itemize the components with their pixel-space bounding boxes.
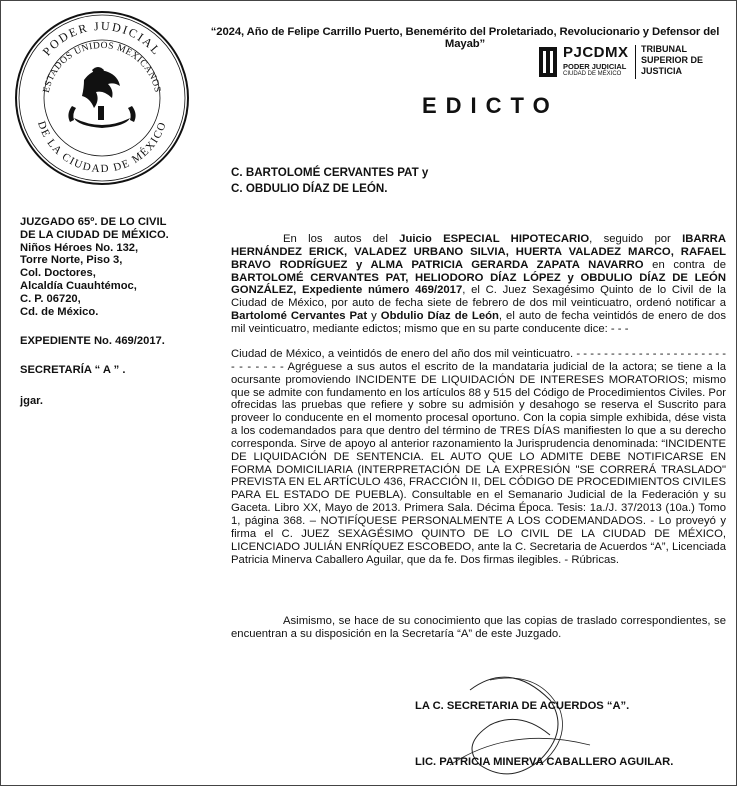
p3-text: Asimismo, se hace de su conocimiento que las copias de traslado correspondientes, se encuentran a su disposición en la Secretaría “A” de este Juzgado. bbox=[231, 615, 726, 640]
signature-title: LA C. SECRETARIA DE ACUERDOS “A”. bbox=[415, 700, 630, 712]
eagle-emblem-icon bbox=[68, 67, 135, 128]
seal-inner-text: ESTADOS UNIDOS MEXICANOS bbox=[41, 40, 163, 94]
logo-right1: TRIBUNAL bbox=[641, 44, 687, 54]
address-line4: Alcaldía Cuauhtémoc, bbox=[20, 279, 137, 292]
court-seal bbox=[14, 10, 190, 186]
p1-text-3: en contra de bbox=[643, 258, 726, 271]
logo-right2: SUPERIOR DE bbox=[641, 55, 704, 65]
court-info bbox=[20, 216, 200, 408]
addressee-line1: C. BARTOLOMÉ CERVANTES PAT y bbox=[231, 166, 429, 179]
address-line1: Niños Héroes No. 132, bbox=[20, 241, 139, 254]
addressee-line2: C. OBDULIO DÍAZ DE LEÓN. bbox=[231, 181, 388, 195]
pjcdmx-logo bbox=[537, 43, 732, 81]
p1-bold-4: Bartolomé Cervantes Pat bbox=[231, 310, 368, 323]
address-line6: Cd. de México. bbox=[20, 305, 99, 318]
seal-bottom-text: DE LA CIUDAD DE MÉXICO bbox=[35, 119, 169, 176]
paragraph-1 bbox=[231, 233, 726, 336]
document-title: EDICTO bbox=[422, 93, 559, 118]
logo-brand: PJCDMX bbox=[563, 44, 629, 61]
addressee bbox=[231, 165, 428, 196]
p1-bold-5: Obdulio Díaz de León bbox=[380, 310, 499, 323]
p1-text-1: En los autos del bbox=[283, 233, 400, 245]
logo-divider bbox=[635, 45, 636, 79]
p1-text-2: , seguido por bbox=[589, 233, 683, 245]
address-line2: Torre Norte, Piso 3, bbox=[20, 254, 123, 267]
paragraph-2: Ciudad de México, a veintidós de enero del año dos mil veinticuatro. - - - - - - - - - - - - - - - - - - - - - - - - - - - - - Agréguese a sus autos el escrito de la mandataria judicial de la actora; se tiene a la ocursante promoviendo INCIDENTE DE LIQUIDACIÓN DE INTERESES MORATORIOS; mismo que se admite con fundamento en los artículos 88 y 515 del Código de Procedimientos Civiles. Por ofrecidas las pruebas que refiere y sobre su admisión y desahogo se reserva el Suscrito para proveer lo conducente en el momento procesal oportuno. Con la copia simple exhibida, dése vista a los codemandados para que dentro del término de TRES DÍAS manifiesten lo que a su derecho corresponda. Sirve de apoyo al anterior razonamiento la Jurisprudencia denominada: “INCIDENTE DE LIQUIDACIÓN DE SENTENCIA. EL AUTO QUE LO ADMITE DEBE NOTIFICARSE EN FORMA DOMICILIARIA (INTERPRETACIÓN DE LA EXPRESIÓN "SE CORRERÁ TRASLADO" PREVISTA EN EL ARTÍCULO 436, FRACCIÓN II, DEL CÓDIGO DE PROCEDIMIENTOS CIVILES PARA EL ESTADO DE PUEBLA). Consultable en el Semanario Judicial de la Federación y su Gaceta. Libro XX, Mayo de 2013. Primera Sala. Décima Época. Tesis: 1a./J. 37/2013 (10a.) Tomo 1, página 368. – NOTIFÍQUESE PERSONALMENTE A LOS CODEMANDADOS. - Lo proveyó y firma el C. JUEZ SEXAGÉSIMO QUINTO DE LO CIVIL DE LA CIUDAD DE MÉXICO, LICENCIADO JULIÁN ENRÍQUEZ ESCOBEDO, ante la C. Secretaria de Acuerdos “A”, Licenciada Patricia Minerva Caballero Aguilar, que da fe. Dos firmas ilegibles. - Rúbricas. bbox=[231, 348, 726, 566]
court-name-line2: DE LA CIUDAD DE MÉXICO. bbox=[20, 228, 169, 241]
p1-text-6: , el auto de fecha veintidós de enero de dos mil veinticuatro, mediante edictos; mismo que en su parte conducente dice: - - - bbox=[231, 310, 726, 335]
expediente-number: EXPEDIENTE No. 469/2017. bbox=[20, 335, 165, 348]
court-name-line1: JUZGADO 65º. DE LO CIVIL bbox=[20, 216, 167, 228]
address-line5: C. P. 06720, bbox=[20, 292, 81, 305]
p1-bold-3: BARTOLOMÉ CERVANTES PAT, HELIODORO DÍAZ LÓPEZ y OBDULIO DÍAZ DE LEÓN GONZÁLEZ, Expediente número 469/2017 bbox=[231, 271, 726, 297]
logo-right3: JUSTICIA bbox=[641, 66, 683, 76]
p1-text-4: , el C. Juez Sexagésimo Quinto de lo Civil de la Ciudad de México, por auto de fecha siete de febrero de dos mil veinticuatro, ordenó notificar a bbox=[231, 284, 726, 310]
logo-sub1: PODER JUDICIAL bbox=[563, 62, 627, 71]
p1-bold-2: IBARRA HERNÁNDEZ ERICK, VALADEZ URBANO SILVIA, HUERTA VALADEZ MARCO, RAFAEL BRAVO RODRÍGUEZ y ALMA PATRICIA GERARDA ZAPATA NAVARRO bbox=[231, 233, 726, 271]
seal-top-text: PODER JUDICIAL bbox=[39, 18, 165, 59]
initials: jgar. bbox=[20, 394, 44, 407]
secretaria: SECRETARÍA “ A ” . bbox=[20, 364, 126, 377]
pillar-icon bbox=[537, 45, 559, 79]
logo-sub2: CIUDAD DE MÉXICO bbox=[563, 71, 622, 77]
signer-name: LIC. PATRICIA MINERVA CABALLERO AGUILAR. bbox=[415, 756, 674, 768]
address-line3: Col. Doctores, bbox=[20, 267, 96, 280]
paragraph-3 bbox=[231, 615, 726, 641]
p1-text-5: y bbox=[367, 310, 381, 323]
p1-bold-1: Juicio ESPECIAL HIPOTECARIO bbox=[399, 233, 590, 245]
header-quote: “2024, Año de Felipe Carrillo Puerto, Benemérito del Proletariado, Revolucionario y Defensor del Mayab” bbox=[210, 26, 720, 50]
